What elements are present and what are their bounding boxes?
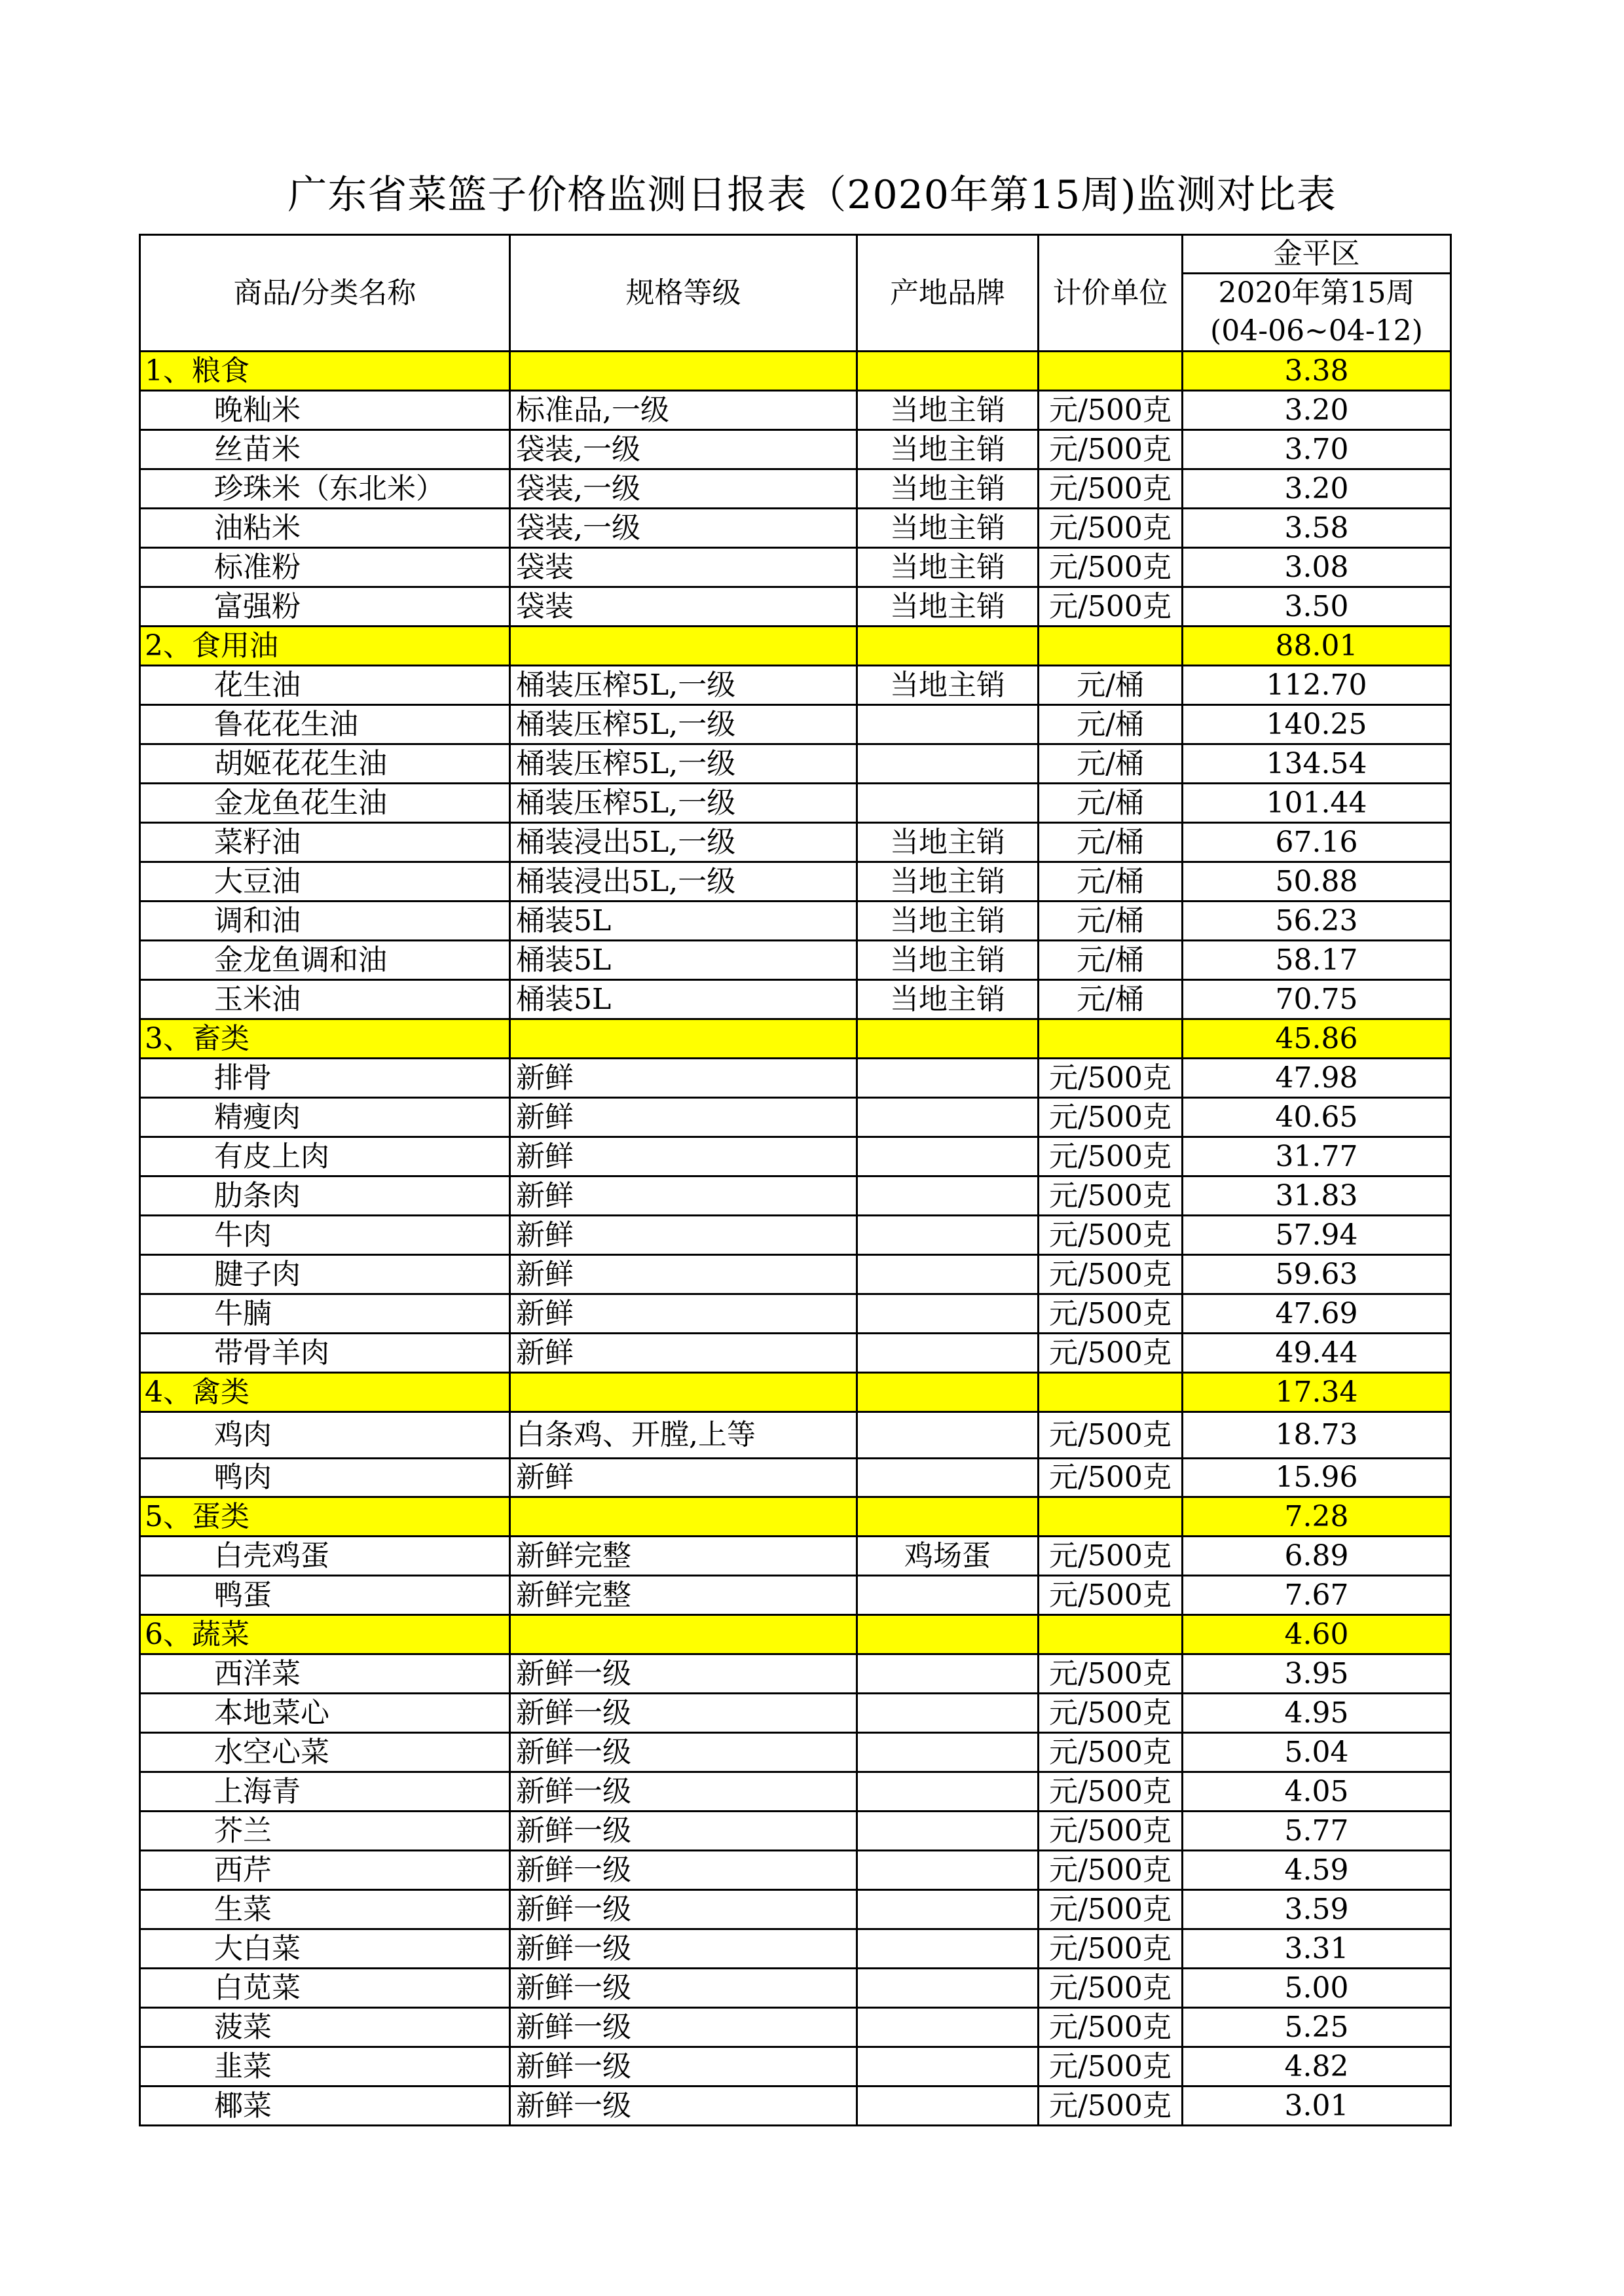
item-price: 59.63 [1183,1255,1451,1294]
item-origin [857,744,1039,784]
category-row [140,627,1451,666]
item-spec: 新鲜 [510,1137,857,1176]
item-unit: 元/桶 [1039,902,1183,941]
table-row [140,1098,1451,1137]
item-price: 4.59 [1183,1851,1451,1890]
item-name: 花生油 [140,666,510,705]
empty-cell [510,1497,857,1537]
item-unit: 元/500克 [1039,1890,1183,1929]
table-header-row [140,235,1451,274]
item-name: 富强粉 [140,587,510,627]
item-spec: 桶装5L [510,941,857,980]
item-origin: 当地主销 [857,941,1039,980]
item-origin [857,1412,1039,1459]
item-spec: 新鲜一级 [510,1733,857,1772]
item-spec: 新鲜一级 [510,2086,857,2126]
item-origin [857,1059,1039,1098]
item-spec: 桶装压榨5L,一级 [510,705,857,744]
item-price: 18.73 [1183,1412,1451,1459]
item-name: 标准粉 [140,548,510,587]
item-unit: 元/500克 [1039,1255,1183,1294]
item-origin: 当地主销 [857,391,1039,430]
item-origin [857,784,1039,823]
category-avg-price: 4.60 [1183,1615,1451,1654]
item-name: 玉米油 [140,980,510,1019]
table-row [140,1137,1451,1176]
table-row [140,1654,1451,1694]
item-spec: 新鲜 [510,1098,857,1137]
category-name: 3、畜类 [140,1019,510,1059]
item-spec: 新鲜 [510,1216,857,1255]
empty-cell [510,1615,857,1654]
item-origin: 当地主销 [857,430,1039,469]
item-name: 西洋菜 [140,1654,510,1694]
item-spec: 桶装压榨5L,一级 [510,666,857,705]
table-row [140,1059,1451,1098]
header-region: 金平区 [1183,235,1451,274]
item-price: 56.23 [1183,902,1451,941]
item-name: 调和油 [140,902,510,941]
item-spec: 袋装 [510,548,857,587]
item-spec: 袋装,一级 [510,469,857,509]
item-name: 水空心菜 [140,1733,510,1772]
item-price: 3.31 [1183,1929,1451,1969]
item-origin [857,1654,1039,1694]
empty-cell [510,1019,857,1059]
item-price: 3.70 [1183,430,1451,469]
item-spec: 新鲜一级 [510,1851,857,1890]
header-unit: 计价单位 [1039,235,1183,352]
header-origin: 产地品牌 [857,235,1039,352]
item-unit: 元/桶 [1039,784,1183,823]
category-avg-price: 3.38 [1183,352,1451,391]
item-spec: 新鲜一级 [510,1812,857,1851]
table-row [140,666,1451,705]
table-row [140,1812,1451,1851]
item-spec: 袋装,一级 [510,430,857,469]
empty-cell [510,352,857,391]
header-week-line2: (04-06~04-12) [1210,314,1423,348]
item-origin [857,1176,1039,1216]
item-price: 49.44 [1183,1334,1451,1373]
table-row [140,1929,1451,1969]
item-spec: 新鲜一级 [510,2008,857,2047]
table-row [140,1537,1451,1576]
price-table [139,234,1452,2126]
item-spec: 新鲜 [510,1459,857,1497]
header-name: 商品/分类名称 [140,235,510,352]
item-origin [857,1216,1039,1255]
item-unit: 元/500克 [1039,1851,1183,1890]
table-row [140,902,1451,941]
item-origin [857,1459,1039,1497]
item-spec: 桶装5L [510,902,857,941]
item-unit: 元/桶 [1039,862,1183,902]
item-name: 排骨 [140,1059,510,1098]
item-name: 菜籽油 [140,823,510,862]
item-spec: 桶装压榨5L,一级 [510,784,857,823]
item-name: 金龙鱼调和油 [140,941,510,980]
table-row [140,1733,1451,1772]
item-origin: 当地主销 [857,862,1039,902]
table-row [140,1969,1451,2008]
item-price: 4.82 [1183,2047,1451,2086]
header-week-line1: 2020年第15周 [1218,276,1415,310]
item-name: 肋条肉 [140,1176,510,1216]
item-unit: 元/500克 [1039,2086,1183,2126]
item-origin [857,1334,1039,1373]
table-row [140,1255,1451,1294]
category-name: 5、蛋类 [140,1497,510,1537]
category-name: 2、食用油 [140,627,510,666]
category-row [140,352,1451,391]
item-unit: 元/500克 [1039,391,1183,430]
item-unit: 元/500克 [1039,1098,1183,1137]
item-unit: 元/桶 [1039,666,1183,705]
item-price: 40.65 [1183,1098,1451,1137]
item-origin: 当地主销 [857,666,1039,705]
item-origin: 当地主销 [857,902,1039,941]
item-price: 4.05 [1183,1772,1451,1812]
item-spec: 新鲜 [510,1176,857,1216]
table-row [140,548,1451,587]
item-unit: 元/500克 [1039,1537,1183,1576]
table-row [140,823,1451,862]
empty-cell [1039,1019,1183,1059]
item-spec: 桶装浸出5L,一级 [510,862,857,902]
item-unit: 元/500克 [1039,469,1183,509]
item-unit: 元/500克 [1039,587,1183,627]
item-unit: 元/500克 [1039,1294,1183,1334]
item-price: 5.25 [1183,2008,1451,2047]
item-origin [857,1772,1039,1812]
item-unit: 元/500克 [1039,1733,1183,1772]
category-avg-price: 88.01 [1183,627,1451,666]
category-row [140,1019,1451,1059]
item-name: 鸭蛋 [140,1576,510,1615]
item-price: 67.16 [1183,823,1451,862]
item-price: 3.59 [1183,1890,1451,1929]
item-origin: 当地主销 [857,509,1039,548]
item-spec: 白条鸡、开膛,上等 [510,1412,857,1459]
header-spec: 规格等级 [510,235,857,352]
item-name: 鸡肉 [140,1412,510,1459]
item-unit: 元/500克 [1039,1654,1183,1694]
table-row [140,1459,1451,1497]
table-row [140,1216,1451,1255]
item-spec: 新鲜一级 [510,1929,857,1969]
empty-cell [857,352,1039,391]
item-unit: 元/桶 [1039,980,1183,1019]
item-unit: 元/500克 [1039,430,1183,469]
table-row [140,1176,1451,1216]
item-spec: 新鲜完整 [510,1537,857,1576]
item-name: 牛腩 [140,1294,510,1334]
item-origin [857,1255,1039,1294]
item-price: 140.25 [1183,705,1451,744]
item-price: 7.67 [1183,1576,1451,1615]
category-avg-price: 45.86 [1183,1019,1451,1059]
item-origin: 鸡场蛋 [857,1537,1039,1576]
item-unit: 元/桶 [1039,823,1183,862]
item-origin [857,1137,1039,1176]
item-name: 本地菜心 [140,1694,510,1733]
empty-cell [510,627,857,666]
table-row [140,2008,1451,2047]
empty-cell [1039,1615,1183,1654]
empty-cell [1039,1373,1183,1412]
item-price: 5.77 [1183,1812,1451,1851]
item-name: 胡姬花花生油 [140,744,510,784]
item-price: 101.44 [1183,784,1451,823]
item-price: 47.98 [1183,1059,1451,1098]
empty-cell [1039,1497,1183,1537]
item-origin [857,2008,1039,2047]
item-price: 3.20 [1183,391,1451,430]
table-row [140,1576,1451,1615]
item-spec: 新鲜完整 [510,1576,857,1615]
item-unit: 元/桶 [1039,705,1183,744]
item-name: 有皮上肉 [140,1137,510,1176]
item-price: 6.89 [1183,1537,1451,1576]
item-spec: 标准品,一级 [510,391,857,430]
table-row [140,430,1451,469]
item-price: 3.95 [1183,1654,1451,1694]
item-name: 菠菜 [140,2008,510,2047]
item-name: 腱子肉 [140,1255,510,1294]
category-name: 4、禽类 [140,1373,510,1412]
item-unit: 元/500克 [1039,1694,1183,1733]
item-origin [857,1929,1039,1969]
item-spec: 桶装5L [510,980,857,1019]
category-name: 6、蔬菜 [140,1615,510,1654]
table-row [140,784,1451,823]
item-name: 白苋菜 [140,1969,510,2008]
item-spec: 袋装 [510,587,857,627]
item-unit: 元/500克 [1039,1969,1183,2008]
category-row [140,1497,1451,1537]
item-unit: 元/桶 [1039,744,1183,784]
item-origin: 当地主销 [857,469,1039,509]
item-price: 3.58 [1183,509,1451,548]
table-row [140,1851,1451,1890]
item-origin [857,1890,1039,1929]
table-row [140,1334,1451,1373]
empty-cell [1039,627,1183,666]
item-name: 上海青 [140,1772,510,1812]
item-name: 精瘦肉 [140,1098,510,1137]
item-name: 大白菜 [140,1929,510,1969]
item-name: 芥兰 [140,1812,510,1851]
item-unit: 元/500克 [1039,1576,1183,1615]
category-row [140,1615,1451,1654]
item-price: 50.88 [1183,862,1451,902]
table-row [140,1412,1451,1459]
item-name: 油粘米 [140,509,510,548]
item-price: 3.01 [1183,2086,1451,2126]
table-row [140,862,1451,902]
item-name: 生菜 [140,1890,510,1929]
table-row [140,1890,1451,1929]
table-row [140,744,1451,784]
item-price: 57.94 [1183,1216,1451,1255]
empty-cell [857,1019,1039,1059]
table-row [140,2086,1451,2126]
item-name: 牛肉 [140,1216,510,1255]
item-unit: 元/500克 [1039,2047,1183,2086]
item-spec: 桶装浸出5L,一级 [510,823,857,862]
item-origin [857,2086,1039,2126]
category-name: 1、粮食 [140,352,510,391]
item-name: 丝苗米 [140,430,510,469]
item-unit: 元/500克 [1039,1176,1183,1216]
item-name: 鲁花花生油 [140,705,510,744]
table-row [140,469,1451,509]
item-unit: 元/500克 [1039,2008,1183,2047]
item-origin: 当地主销 [857,548,1039,587]
item-name: 韭菜 [140,2047,510,2086]
item-price: 3.08 [1183,548,1451,587]
item-name: 晚籼米 [140,391,510,430]
item-name: 带骨羊肉 [140,1334,510,1373]
item-name: 椰菜 [140,2086,510,2126]
item-spec: 新鲜 [510,1334,857,1373]
price-table-body [140,235,1451,2126]
item-name: 西芹 [140,1851,510,1890]
item-price: 47.69 [1183,1294,1451,1334]
item-spec: 新鲜一级 [510,1654,857,1694]
item-price: 5.00 [1183,1969,1451,2008]
item-unit: 元/500克 [1039,1216,1183,1255]
item-price: 31.77 [1183,1137,1451,1176]
item-origin [857,1733,1039,1772]
item-origin: 当地主销 [857,980,1039,1019]
item-unit: 元/桶 [1039,941,1183,980]
item-origin [857,705,1039,744]
item-price: 70.75 [1183,980,1451,1019]
item-name: 珍珠米（东北米） [140,469,510,509]
table-row [140,1294,1451,1334]
item-spec: 新鲜一级 [510,2047,857,2086]
item-unit: 元/500克 [1039,509,1183,548]
table-row [140,980,1451,1019]
table-row [140,587,1451,627]
item-unit: 元/500克 [1039,548,1183,587]
item-price: 134.54 [1183,744,1451,784]
item-spec: 新鲜一级 [510,1969,857,2008]
item-spec: 新鲜一级 [510,1694,857,1733]
table-row [140,1694,1451,1733]
table-row [140,941,1451,980]
item-origin [857,1812,1039,1851]
table-row [140,1772,1451,1812]
item-price: 4.95 [1183,1694,1451,1733]
category-avg-price: 7.28 [1183,1497,1451,1537]
item-unit: 元/500克 [1039,1137,1183,1176]
item-spec: 新鲜 [510,1294,857,1334]
item-price: 112.70 [1183,666,1451,705]
item-origin [857,1294,1039,1334]
empty-cell [857,1615,1039,1654]
header-week [1183,274,1451,352]
table-row [140,509,1451,548]
item-origin [857,2047,1039,2086]
item-name: 大豆油 [140,862,510,902]
item-price: 3.20 [1183,469,1451,509]
item-spec: 桶装压榨5L,一级 [510,744,857,784]
item-unit: 元/500克 [1039,1059,1183,1098]
page-title: 广东省菜篮子价格监测日报表（2020年第15周)监测对比表 [287,172,1337,218]
table-row [140,2047,1451,2086]
item-origin: 当地主销 [857,823,1039,862]
item-origin [857,1851,1039,1890]
category-avg-price: 17.34 [1183,1373,1451,1412]
item-spec: 袋装,一级 [510,509,857,548]
item-unit: 元/500克 [1039,1772,1183,1812]
item-name: 白壳鸡蛋 [140,1537,510,1576]
item-spec: 新鲜 [510,1255,857,1294]
item-origin [857,1098,1039,1137]
empty-cell [857,1373,1039,1412]
empty-cell [857,1497,1039,1537]
item-spec: 新鲜一级 [510,1772,857,1812]
item-unit: 元/500克 [1039,1812,1183,1851]
item-name: 鸭肉 [140,1459,510,1497]
item-origin [857,1576,1039,1615]
item-price: 3.50 [1183,587,1451,627]
empty-cell [510,1373,857,1412]
item-unit: 元/500克 [1039,1459,1183,1497]
item-name: 金龙鱼花生油 [140,784,510,823]
empty-cell [1039,352,1183,391]
item-unit: 元/500克 [1039,1334,1183,1373]
table-row [140,391,1451,430]
category-row [140,1373,1451,1412]
item-spec: 新鲜一级 [510,1890,857,1929]
item-price: 5.04 [1183,1733,1451,1772]
item-price: 31.83 [1183,1176,1451,1216]
item-price: 58.17 [1183,941,1451,980]
table-row [140,705,1451,744]
empty-cell [857,627,1039,666]
item-unit: 元/500克 [1039,1929,1183,1969]
item-origin [857,1969,1039,2008]
item-unit: 元/500克 [1039,1412,1183,1459]
item-origin [857,1694,1039,1733]
item-spec: 新鲜 [510,1059,857,1098]
item-price: 15.96 [1183,1459,1451,1497]
item-origin: 当地主销 [857,587,1039,627]
